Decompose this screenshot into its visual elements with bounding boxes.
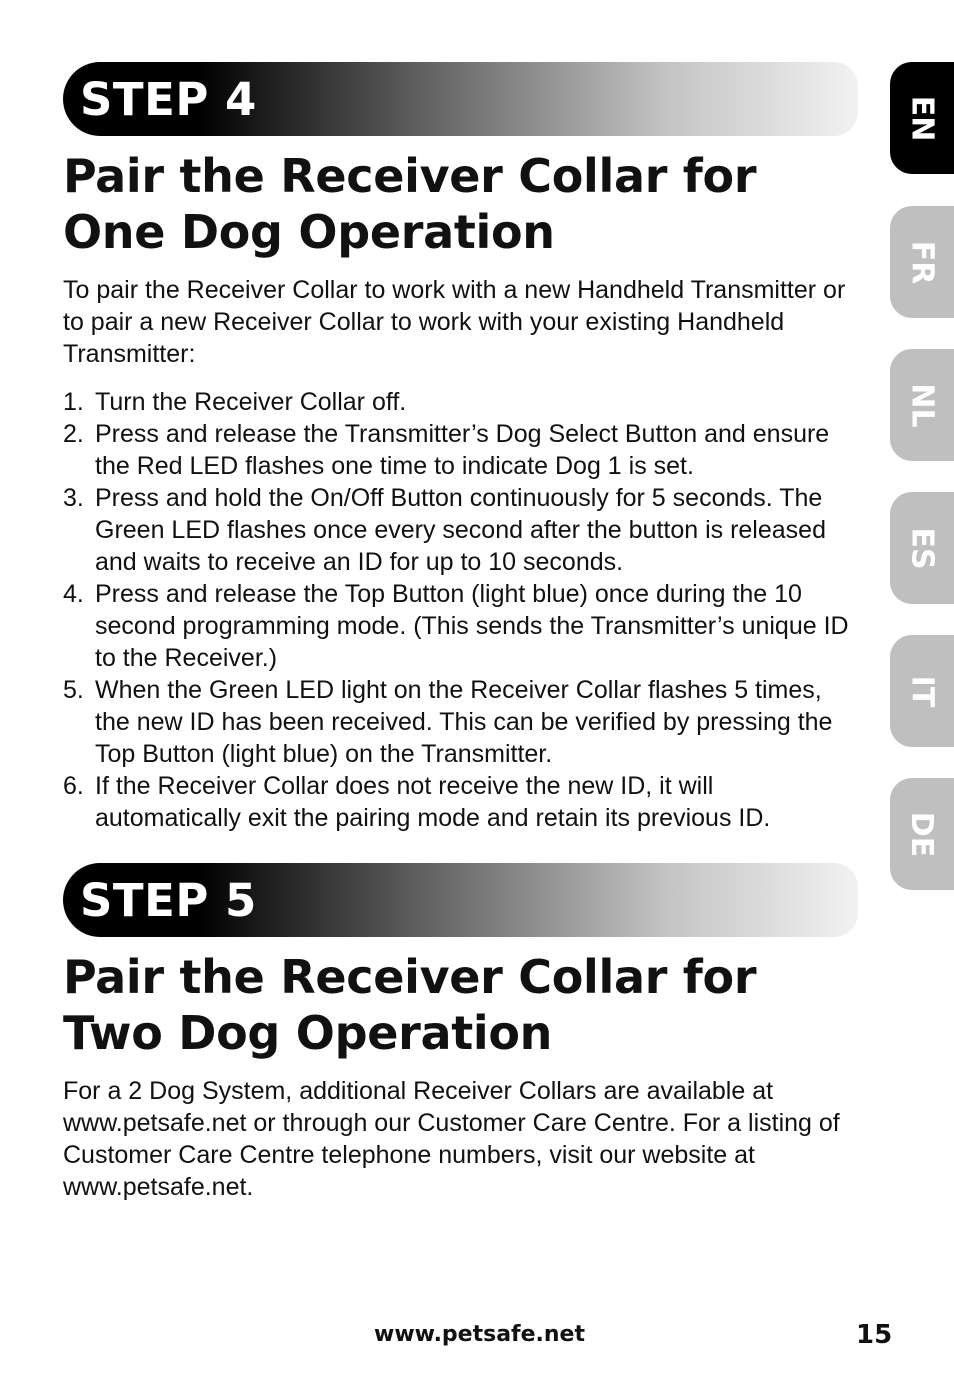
step4-section	[63, 62, 858, 834]
list-item	[63, 578, 858, 674]
tab-label: FR	[904, 240, 940, 284]
list-item-number: 6.	[63, 772, 84, 800]
tab-label: EN	[904, 95, 940, 141]
list-item-text: When the Green LED light on the Receiver Collar flashes 5 times, the new ID has been received. This can be verified by pressing the Top Button (light blue) on the Transmitter.	[95, 676, 833, 768]
list-item	[63, 386, 858, 418]
tab-label: ES	[904, 526, 940, 570]
tab-fr[interactable]	[890, 206, 954, 318]
step5-body: For a 2 Dog System, additional Receiver Collars are available at www.petsafe.net or through our Customer Care Centre. For a listing of Customer Care Centre telephone numbers, visit our website at www.petsafe.net.	[63, 1077, 840, 1201]
list-item	[63, 418, 858, 482]
list-item-text: Press and release the Top Button (light blue) once during the 10 second programming mode. (This sends the Transmitter’s unique ID to the Receiver.)	[95, 580, 849, 672]
list-item	[63, 674, 858, 770]
list-item-text: Press and release the Transmitter’s Dog Select Button and ensure the Red LED flashes one time to indicate Dog 1 is set.	[95, 420, 830, 480]
tab-en[interactable]	[890, 62, 954, 174]
list-item-text: Turn the Receiver Collar off.	[95, 388, 407, 416]
list-item	[63, 770, 858, 834]
list-item-text: Press and hold the On/Off Button continuously for 5 seconds. The Green LED flashes once every second after the button is released and waits to receive an ID for up to 10 seconds.	[95, 484, 826, 576]
step4-intro: To pair the Receiver Collar to work with a new Handheld Transmitter or to pair a new Receiver Collar to work with your existing Handheld Transmitter:	[63, 276, 846, 368]
tab-es[interactable]	[890, 492, 954, 604]
step5-banner	[63, 863, 858, 937]
list-item-number: 4.	[63, 580, 84, 608]
step5-heading: Pair the Receiver Collar for Two Dog Operation	[63, 950, 757, 1060]
tab-de[interactable]	[890, 778, 954, 890]
step4-heading: Pair the Receiver Collar for One Dog Operation	[63, 149, 757, 259]
tab-label: IT	[904, 675, 940, 707]
step4-instruction-list	[63, 386, 858, 834]
tab-label: NL	[904, 382, 940, 428]
step5-label: STEP 5	[80, 873, 257, 927]
list-item-number: 2.	[63, 420, 84, 448]
list-item-number: 3.	[63, 484, 84, 512]
step5-section	[63, 863, 858, 1203]
page-number: 15	[856, 1320, 893, 1350]
tab-label: DE	[904, 811, 940, 857]
step4-label: STEP 4	[80, 72, 257, 126]
step4-banner	[63, 62, 858, 136]
list-item-number: 1.	[63, 388, 84, 416]
list-item-text: If the Receiver Collar does not receive the new ID, it will automatically exit the pairing mode and retain its previous ID.	[95, 772, 771, 832]
tab-nl[interactable]	[890, 349, 954, 461]
tab-it[interactable]	[890, 635, 954, 747]
list-item-number: 5.	[63, 676, 84, 704]
list-item	[63, 482, 858, 578]
footer-url: www.petsafe.net	[374, 1322, 585, 1347]
